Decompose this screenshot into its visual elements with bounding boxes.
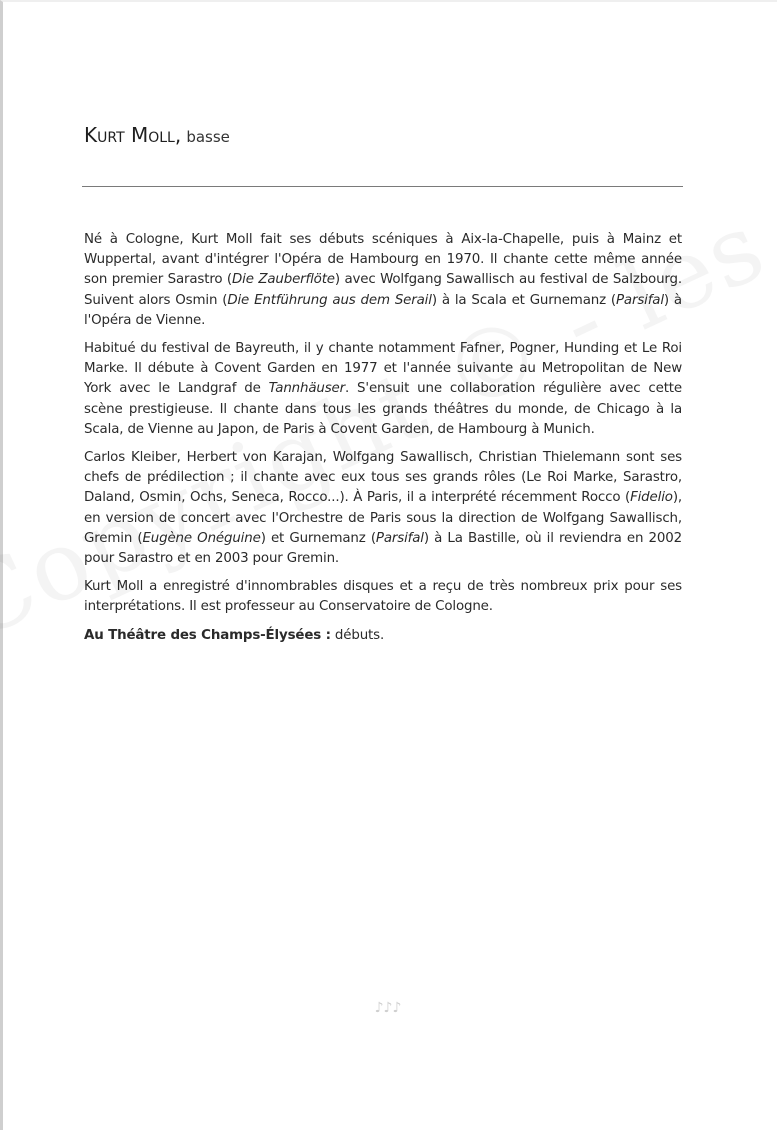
work-title: Eugène Onéguine — [142, 530, 261, 546]
bio-paragraph-2: Habitué du festival de Bayreuth, il y chante notamment Fafner, Pogner, Hunding et Le Roi Marke. Il débute à Covent Garden en 1977 et l'année suivante au Metropolitan de New York avec le Landgraf de Tannhäuser. S'ensuit une collaboration régulière avec cette scène prestigieuse. Il chante dans tous les grands théâtres du monde, de Chicago à la Scala, de Vienne au Japon, de Paris à Covent Garden, de Hambourg à Munich. — [84, 341, 682, 437]
bio-paragraph-3: Carlos Kleiber, Herbert von Karajan, Wolfgang Sawallisch, Christian Thielemann sont ses chefs de prédilection ; il chante avec eux tous ses grands rôles (Le Roi Marke, Sarastro, Daland, Osmin, Ochs, Seneca, Rocco...). À Paris, il a interprété récemment Rocco (Fidelio), en version de concert avec l'Orchestre de Paris sous la direction de Wolfgang Sawallisch, Gremin (Eugène Onéguine) et Gurnemanz (Parsifal) à La Bastille, où il reviendra en 2002 pour Sarastro et en 2003 pour Gremin. — [84, 450, 682, 567]
biography — [84, 230, 682, 654]
venue-value: débuts. — [330, 627, 385, 643]
page-heading — [84, 122, 230, 150]
artist-name: Kurt Moll, — [84, 123, 182, 147]
bio-paragraph-4: Kurt Moll a enregistré d'innombrables disques et a reçu de très nombreux prix pour ses interprétations. Il est professeur au Conservatoire de Cologne. — [84, 579, 682, 615]
bio-paragraph-1: Né à Cologne, Kurt Moll fait ses débuts scéniques à Aix-la-Chapelle, puis à Mainz et Wuppertal, avant d'intégrer l'Opéra de Hambourg en 1970. Il chante cette même année son premier Sarastro (Die Zauberflöte) avec Wolfgang Sawallisch au festival de Salzbourg. Suivent alors Osmin (Die Entführung aus dem Serail) à la Scala et Gurnemanz (Parsifal) à l'Opéra de Vienne. — [84, 232, 682, 328]
music-notes-ornament: ♪♪♪ — [374, 1000, 402, 1016]
venue-label: Au Théâtre des Champs-Élysées : — [84, 627, 331, 643]
artist-role: basse — [186, 128, 230, 146]
work-title: Tannhäuser — [268, 381, 345, 397]
work-title: Parsifal — [375, 530, 424, 546]
work-title: Die Zauberflöte — [232, 272, 335, 288]
work-title: Fidelio — [630, 490, 673, 506]
work-title: Parsifal — [615, 292, 664, 308]
work-title: Die Entführung aus dem Serail — [227, 292, 432, 308]
bio-paragraph-5 — [84, 626, 682, 646]
heading-divider — [82, 186, 683, 187]
